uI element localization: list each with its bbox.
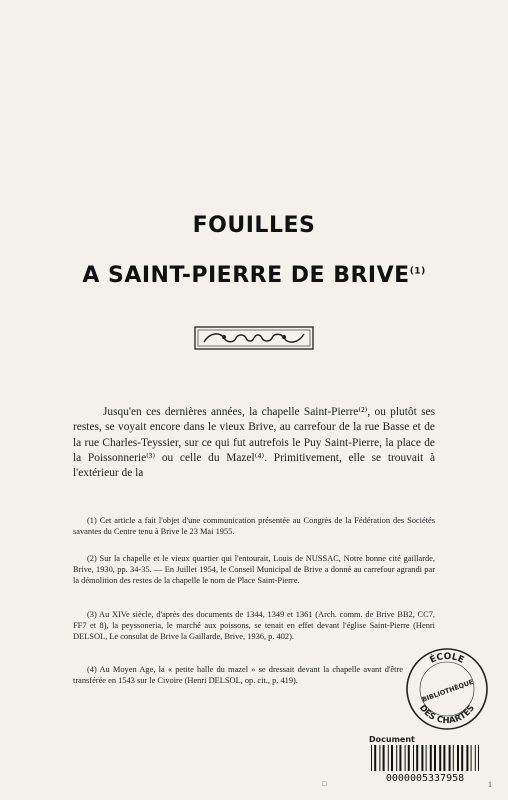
barcode-bar: [391, 745, 393, 771]
barcode-bar: [383, 745, 385, 771]
barcode-bar: [374, 745, 376, 771]
barcode-bar: [443, 745, 445, 771]
barcode-bar: [466, 745, 468, 771]
barcode-label: Document: [369, 735, 415, 744]
title-footnote-ref: (1): [409, 266, 426, 277]
barcode-bar: [439, 745, 441, 771]
stamp-top-text: ÉCOLE: [428, 651, 466, 666]
stamp-bottom-text: DES CHARTES: [417, 703, 477, 727]
body-paragraph: Jusqu'en ces dernières années, la chapelle Saint-Pierre⁽²⁾, ou plutôt ses restes, se voyait encore dans le vieux Brive, au carrefour de la rue Basse et de la rue Charles-Teyssier, sur ce qui fut autrefois le Puy Saint-Pierre, la place de la Poissonnerie⁽³⁾ ou celle du Mazel⁽⁴⁾. Primitivement, elle se trouvait à l'extérieur de la: [73, 406, 435, 480]
barcode-bar: [453, 745, 454, 771]
footnote-4: (4) Au Moyen Age, la « petite halle du mazel » se dressait devant la chapelle avant d'être transférée en 1543 sur le Civoire (Henri DELSOL, op. cit., p. 419).: [73, 665, 403, 685]
barcode-bar: [388, 745, 389, 771]
barcode-bar: [421, 745, 423, 771]
page-mark: □: [322, 780, 327, 788]
footnote-3: (3) Au XIVe siècle, d'après des documents de 1344, 1349 et 1361 (Arch. comm. de Brive BB2, CC7, FF7 et 8), la peyssoneria, le marché aux poissons, se tenait en effet devant l'église Saint-Pierre (Henri DELSOL, Le consulat de Brive la Gaillarde, Brive, 1936, p. 402).: [73, 610, 435, 641]
svg-text:ÉCOLE: [428, 652, 466, 666]
barcode-bar: [371, 745, 372, 771]
barcode-bar: [471, 745, 472, 771]
barcode-bars-icon: [369, 745, 481, 771]
decorative-scroll-ornament-icon: [194, 326, 314, 350]
barcode-bar: [405, 745, 406, 771]
stamp-middle-text: BIBLIOTHÈQUE: [420, 677, 475, 704]
library-stamp-icon: [405, 647, 489, 731]
barcode-bar: [416, 745, 418, 771]
barcode-bar: [426, 745, 427, 771]
barcode-bar: [461, 745, 463, 771]
title-line-2-text: A SAINT-PIERRE DE BRIVE: [82, 263, 410, 288]
barcode-number: 0000005337958: [385, 773, 465, 784]
title-line-2: [0, 263, 508, 288]
footnote-2: (2) Sur la chapelle et le vieux quartier qui l'entourait, Louis de NUSSAC, Notre bonne cité gaillarde, Brive, 1930, pp. 34-35. — En Juillet 1954, le Conseil Municipal de Brive a donné au carrefour agrandi par la démolition des restes de la chapelle le nom de Place Saint-Pierre.: [73, 554, 435, 585]
barcode-bar: [430, 745, 432, 771]
footnote-1: (1) Cet article a fait l'objet d'une communication présentée au Congrès de la Fédération des Sociétés savantes du Centre tenu à Brive le 23 Mai 1955.: [73, 516, 435, 536]
barcode-bar: [475, 745, 476, 771]
barcode-bar: [449, 745, 451, 771]
barcode-bar: [457, 745, 459, 771]
barcode-bar: [408, 745, 410, 771]
barcode-bar: [478, 745, 479, 771]
barcode-bar: [434, 745, 436, 771]
barcode-bar: [379, 745, 380, 771]
corner-mark: 1: [488, 780, 492, 789]
barcode-bar: [396, 745, 397, 771]
barcode-block: [369, 735, 481, 787]
barcode-bar: [413, 745, 414, 771]
barcode-bar: [399, 745, 401, 771]
title-line-1: FOUILLES: [192, 213, 316, 238]
